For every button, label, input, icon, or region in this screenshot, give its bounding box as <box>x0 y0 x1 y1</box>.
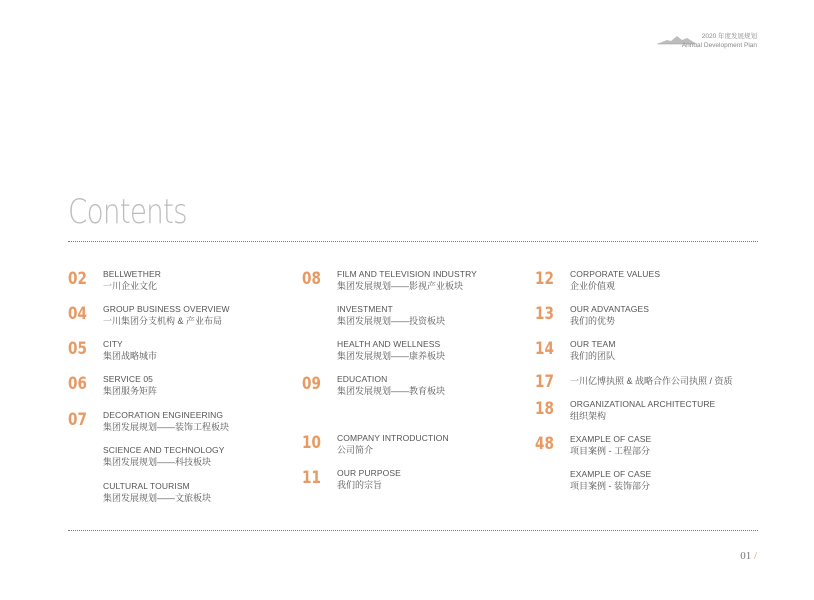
toc-title-en: INVESTMENT <box>337 304 393 314</box>
toc-title-cn: 一川亿博执照 & 战略合作公司执照 / 资质 <box>570 376 733 386</box>
toc-title-en: CORPORATE VALUES <box>570 269 661 279</box>
toc-title-en: COMPANY INTRODUCTION <box>337 433 449 443</box>
toc-page-number: 05 <box>68 339 87 359</box>
header-subtitle: Annual Development Plan <box>681 42 757 49</box>
toc-title-cn: 企业价值观 <box>570 281 616 291</box>
page-title: Contents <box>68 192 187 232</box>
page-number <box>740 550 757 562</box>
toc-title-en: SERVICE 05 <box>103 374 153 384</box>
toc-page-number: 02 <box>68 269 87 289</box>
toc-title-en: OUR ADVANTAGES <box>570 304 650 314</box>
toc-page-number: 12 <box>535 269 554 289</box>
toc-title-en: HEALTH AND WELLNESS <box>337 339 441 349</box>
toc-title-cn: 集团战略城市 <box>103 351 158 361</box>
toc-title-en: OUR PURPOSE <box>337 468 401 478</box>
page-number-value: 01 <box>740 550 752 562</box>
toc-title-en: SCIENCE AND TECHNOLOGY <box>103 445 225 455</box>
toc-title-cn: 项目案例 - 装饰部分 <box>570 481 650 491</box>
toc-page-number: 04 <box>68 304 87 324</box>
toc-title-en: OUR TEAM <box>570 339 616 349</box>
toc-title-cn: 集团发展规划——文旅板块 <box>103 493 212 503</box>
toc-title-cn: 我们的优势 <box>570 316 616 326</box>
toc-title-en: ORGANIZATIONAL ARCHITECTURE <box>570 399 716 409</box>
toc-title-cn: 集团发展规划——康养板块 <box>337 351 446 361</box>
toc-title-cn: 公司简介 <box>337 445 374 455</box>
toc-title-en: BELLWETHER <box>103 269 161 279</box>
toc-title-en: CITY <box>103 339 123 349</box>
header-title: 2020 年度发展规划 <box>701 33 757 40</box>
toc-title-cn: 一川集团分支机构 & 产业布局 <box>103 316 223 326</box>
toc-page-number: 06 <box>68 374 87 394</box>
toc-title-cn: 集团服务矩阵 <box>103 386 158 396</box>
top-divider <box>68 241 758 242</box>
toc-title-en: EDUCATION <box>337 374 388 384</box>
toc-title-cn: 集团发展规划——投资板块 <box>337 316 446 326</box>
toc-page-number: 10 <box>302 433 321 453</box>
toc-page-number: 11 <box>302 468 321 488</box>
page-number-slash: / <box>753 550 757 562</box>
bottom-divider <box>68 530 758 531</box>
toc-page-number: 17 <box>535 372 554 392</box>
toc-title-cn: 我们的团队 <box>570 351 616 361</box>
toc-title-cn: 项目案例 - 工程部分 <box>570 446 650 456</box>
toc-page-number: 14 <box>535 339 554 359</box>
toc-page-number: 07 <box>68 410 87 430</box>
toc-page-number: 13 <box>535 304 554 324</box>
toc-title-en: DECORATION ENGINEERING <box>103 410 224 420</box>
toc-title-cn: 集团发展规划——教育板块 <box>337 386 446 396</box>
toc-page-number: 48 <box>535 434 554 454</box>
toc-title-cn: 一川企业文化 <box>103 281 158 291</box>
toc-title-cn: 集团发展规划——装饰工程板块 <box>103 422 230 432</box>
toc-title-cn: 我们的宗旨 <box>337 480 383 490</box>
toc-title-en: EXAMPLE OF CASE <box>570 469 652 479</box>
toc-title-en: GROUP BUSINESS OVERVIEW <box>103 304 230 314</box>
toc-title-cn: 集团发展规划——科技板块 <box>103 457 212 467</box>
toc-title-cn: 组织架构 <box>570 411 607 421</box>
toc-title-en: FILM AND TELEVISION INDUSTRY <box>337 269 477 279</box>
toc-page-number: 08 <box>302 269 321 289</box>
toc-page-number: 18 <box>535 399 554 419</box>
toc-title-en: EXAMPLE OF CASE <box>570 434 652 444</box>
toc-page-number: 09 <box>302 374 321 394</box>
toc-title-cn: 集团发展规划——影视产业板块 <box>337 281 464 291</box>
header <box>682 32 757 50</box>
toc-title-en: CULTURAL TOURISM <box>103 481 190 491</box>
